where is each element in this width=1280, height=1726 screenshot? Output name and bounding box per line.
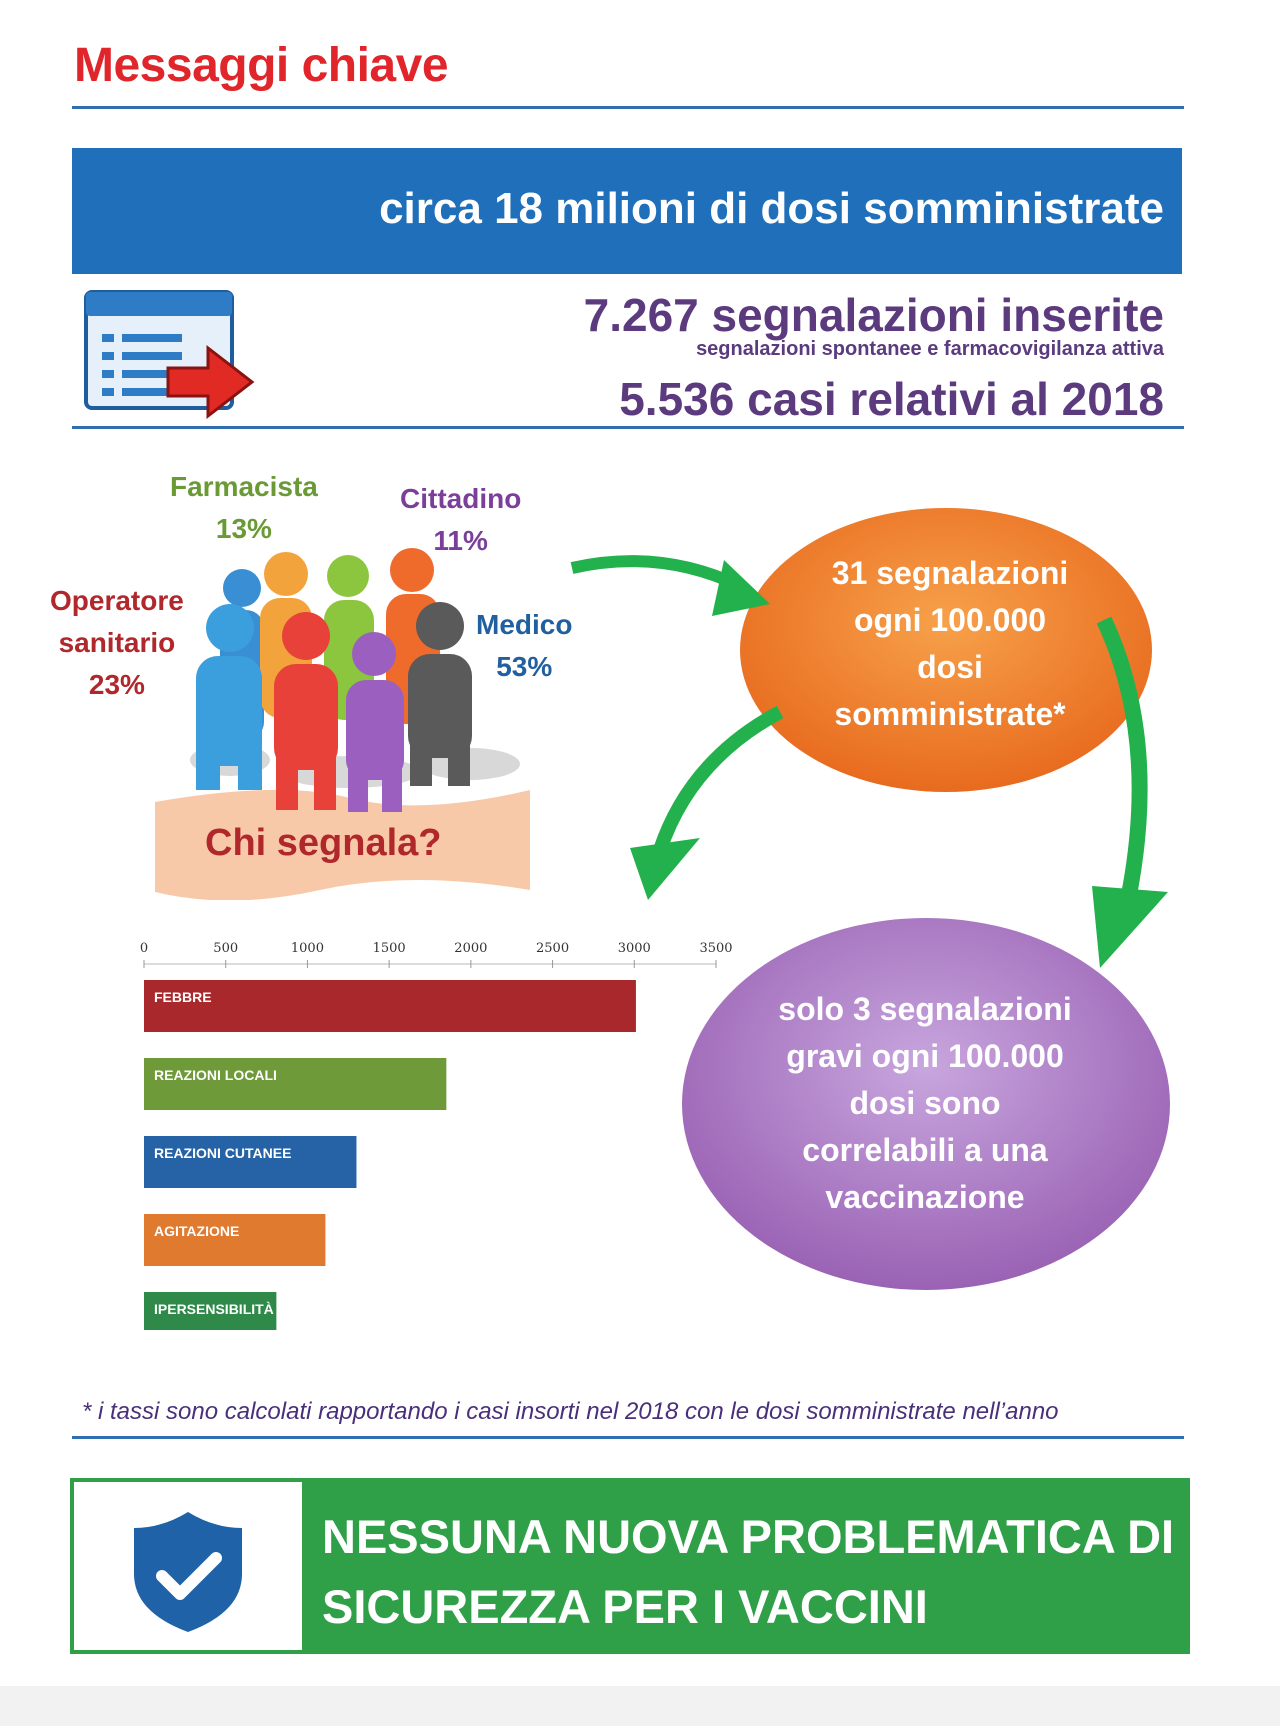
cittadino-pct: 11% [433,525,488,556]
page-title: Messaggi chiave [74,39,449,92]
arrow-to-rate-oval [572,561,740,586]
operatore-pct: 23% [88,669,145,700]
operatore-name-2: sanitario [58,627,176,658]
serious-line-2: gravi ogni 100.000 [786,1038,1064,1074]
bar-febbre [144,980,636,1032]
reports-count: 7.267 segnalazioni inserite [583,289,1164,341]
cases-count: 5.536 casi relativi al 2018 [619,373,1164,425]
bar-reazioni-cutanee [144,1136,356,1188]
bar-label: REAZIONI LOCALI [154,1067,277,1083]
rate-line-4: somministrate* [834,696,1066,732]
safety-footer [70,1478,1190,1654]
serious-line-5: vaccinazione [825,1179,1025,1215]
bar-agitazione [144,1214,325,1266]
chi-segnala-caption: Chi segnala? [205,822,442,864]
page-bottom-band [0,1686,1280,1726]
arrow-to-chart [660,712,780,850]
rate-line-1: 31 segnalazioni [831,555,1069,591]
shield-check-icon [74,1482,302,1650]
x-tick-label: 1000 [290,941,324,956]
serious-line-4: correlabili a una [802,1132,1048,1168]
serious-line-3: dosi sono [849,1085,1001,1121]
footnote: * i tassi sono calcolati rapportando i casi insorti nel 2018 con le dosi somministrate nell’anno [82,1398,1059,1425]
reports-subtitle: segnalazioni spontanee e farmacovigilanza attiva [696,338,1164,360]
rate-line-2: ogni 100.000 [853,602,1047,638]
farmacista-pct: 13% [215,513,272,544]
x-tick-label: 2500 [536,941,570,956]
bar-reazioni-locali [144,1058,446,1110]
shield-badge [74,1482,302,1650]
cittadino-name: Cittadino [400,483,522,514]
safety-line-2: SICUREZZA PER I VACCINI [322,1580,928,1633]
bar-label: IPERSENSIBILITÀ [154,1301,274,1317]
footnote-divider [72,1436,1184,1439]
x-tick-label: 1500 [372,941,406,956]
serious-line-1: solo 3 segnalazioni [778,991,1072,1027]
x-tick-label: 3500 [699,941,733,956]
operatore-name-1: Operatore [50,585,184,616]
bar-label: FEBBRE [154,989,212,1005]
x-tick-label: 0 [139,941,149,956]
x-tick-label: 2000 [454,941,488,956]
x-tick-label: 500 [213,941,239,956]
reactions-bar-chart [120,930,740,1330]
safety-message [322,1502,1174,1642]
medico-name: Medico [476,609,573,640]
bar-label: AGITAZIONE [154,1223,240,1239]
bar-label: REAZIONI CUTANEE [154,1145,292,1161]
rate-line-3: dosi [917,649,983,685]
safety-line-1: NESSUNA NUOVA PROBLEMATICA DI [322,1510,1175,1563]
doses-text: circa 18 milioni di dosi somministrate [379,184,1164,233]
farmacista-name: Farmacista [170,471,318,502]
rate-oval-text [790,550,1110,738]
serious-oval-text [740,986,1110,1221]
x-tick-label: 3000 [617,941,651,956]
medico-pct: 53% [496,651,553,682]
